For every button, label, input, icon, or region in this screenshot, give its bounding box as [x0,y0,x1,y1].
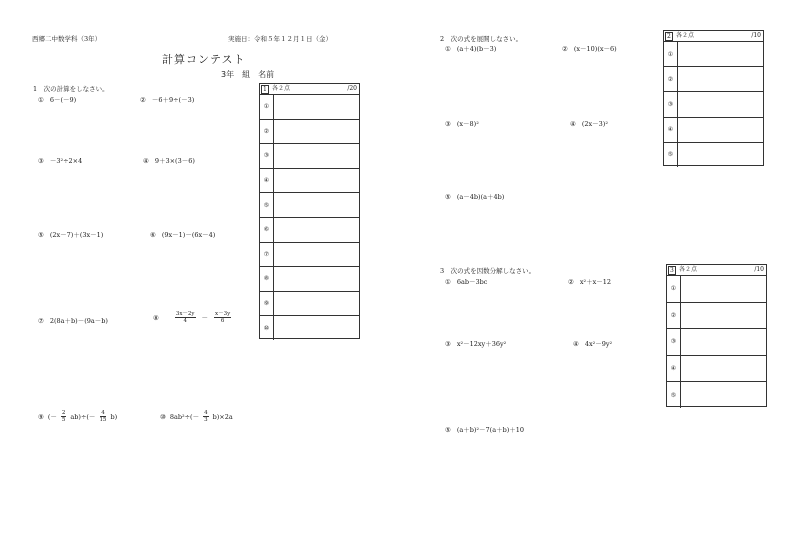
problem-number: ⑩ [160,412,166,421]
problem-expression: (2x－3)² [581,120,608,128]
problem-3-4 [573,339,612,348]
answer-grid-1 [259,83,360,339]
problem-1-7 [38,316,108,325]
answer-row-label: ⑩ [260,316,274,340]
fraction-numerator: 2 [61,410,66,416]
answer-grid-3 [666,264,767,407]
answer-row[interactable] [260,168,359,193]
expression-part: ab)÷(－ [70,413,96,421]
problem-expression: (a＋b)²－7(a＋b)＋10 [456,426,525,434]
max-score: /10 [754,266,764,273]
answer-row[interactable] [260,94,359,119]
answer-row-label: ③ [260,144,274,168]
max-score: /20 [347,85,357,92]
problem-number: ⑤ [445,192,451,201]
problem-2-3 [445,119,479,128]
answer-row-label: ⑦ [260,243,274,267]
section1-instruction: 1 次の計算をしなさい。 [33,85,109,93]
fraction-denominator: 5 [61,417,66,423]
fraction-numerator: 3x－2y [175,311,195,317]
problem-1-6 [150,230,215,239]
problem-number: ③ [38,156,44,165]
problem-number: ④ [573,339,579,348]
answer-row[interactable] [667,381,766,408]
problem-number: ⑧ [153,313,159,322]
page-title: 計算コンテスト [162,53,246,66]
answer-row-label: ⑤ [260,193,274,217]
answer-row-label: ② [664,67,678,91]
problem-expression: (a＋4)(b－3) [456,45,497,53]
answer-row-label: ⑤ [667,382,681,408]
answer-row[interactable] [260,119,359,144]
answer-row[interactable] [664,117,763,142]
section2-instruction: 2 次の式を展開しなさい。 [440,35,523,43]
problem-1-9 [38,410,117,423]
school-label: 西郷二中数学科（3年） [32,35,102,43]
problem-expression: (a－4b)(a＋4b) [456,193,505,201]
problem-3-5 [445,425,524,434]
fraction [61,410,67,423]
problem-expression: －6＋9÷(－3) [151,96,195,104]
problem-number: ④ [143,156,149,165]
problem-number: ⑤ [445,425,451,434]
section3-instruction: 3 次の式を因数分解しなさい。 [440,267,536,275]
problem-number: ④ [570,119,576,128]
fraction-numerator: 4 [101,410,105,416]
points-label: 各２点 [676,32,695,39]
answer-row[interactable] [664,41,763,66]
section-number: 2 [667,33,671,40]
fraction-denominator: 3 [204,417,208,423]
answer-row[interactable] [667,302,766,329]
problem-expression: 9＋3×(3－6) [154,157,195,165]
class-name-line: 3年 組 名前 [221,70,275,79]
answer-row-label: ① [667,276,681,302]
problem-1-3 [38,156,82,165]
operator: － [201,314,209,322]
problem-2-1 [445,44,496,53]
answer-row[interactable] [664,142,763,167]
answer-row[interactable] [260,143,359,168]
answer-row-label: ② [667,303,681,329]
fraction [214,311,231,324]
problem-number: ⑤ [38,230,44,239]
fraction [175,311,196,324]
max-score: /10 [751,32,761,39]
problem-expression: －3²÷2×4 [49,157,83,165]
problem-1-4 [143,156,195,165]
answer-row-label: ④ [664,118,678,142]
expression-part: 8ab²÷(－ [169,413,200,421]
problem-2-5 [445,192,504,201]
problem-expression: 4x²－9y² [584,340,613,348]
problem-expression: 6ab－3bc [456,278,488,286]
answer-row-label: ⑨ [260,292,274,316]
problem-expression: (9x－1)－(6x－4) [161,231,216,239]
problem-expression: (x－10)(x－6) [573,45,617,53]
problem-number: ② [140,95,146,104]
answer-row-label: ② [260,120,274,144]
answer-row[interactable] [664,91,763,116]
grid-header [260,84,359,94]
answer-row-label: ⑤ [664,143,678,167]
answer-row[interactable] [260,291,359,316]
answer-row[interactable] [260,266,359,291]
expression-part: (－ [47,413,57,421]
answer-row[interactable] [664,66,763,91]
answer-row[interactable] [667,355,766,382]
answer-grid-2 [663,30,764,166]
problem-expression: (2x－7)＋(3x－1) [49,231,104,239]
grid-header [667,265,766,275]
problem-number: ③ [445,339,451,348]
answer-row-label: ④ [667,356,681,382]
problem-expression: (x－8)² [456,120,479,128]
problem-number: ① [445,277,451,286]
problem-2-4 [570,119,608,128]
problem-number: ② [568,277,574,286]
problem-1-8 [153,311,231,324]
fraction [99,410,106,423]
problem-3-1 [445,277,487,286]
answer-row[interactable] [260,242,359,267]
problem-3-3 [445,339,506,348]
answer-row-label: ③ [664,92,678,116]
problem-2-2 [562,44,617,53]
expression-part: b) [110,412,118,421]
exam-date: 実施日：令和５年１２月１日（金） [228,35,332,43]
problem-number: ⑥ [150,230,156,239]
problem-number: ② [562,44,568,53]
problem-expression: 6－(－9) [49,96,77,104]
answer-row[interactable] [260,315,359,340]
problem-number: ① [38,95,44,104]
fraction-numerator: x－3y [215,311,231,317]
expression-part: b)×2a [212,412,233,421]
answer-row[interactable] [667,328,766,355]
fraction-denominator: 6 [220,318,225,324]
fraction-denominator: 4 [183,318,187,324]
answer-row-label: ③ [667,329,681,355]
problem-number: ① [445,44,451,53]
section-number: 3 [670,267,674,274]
problem-expression: x²＋x－12 [579,278,612,286]
answer-row-label: ⑧ [260,267,274,291]
answer-row[interactable] [260,217,359,242]
problem-number: ③ [445,119,451,128]
problem-expression: 2(8a＋b)－(9a－b) [49,317,108,325]
problem-number: ⑦ [38,316,44,325]
problem-1-2 [140,95,194,104]
answer-row[interactable] [260,192,359,217]
fraction [203,410,209,423]
problem-3-2 [568,277,611,286]
problem-expression: x²－12xy＋36y² [456,340,507,348]
problem-1-5 [38,230,103,239]
grid-header [664,31,763,41]
section-number: 1 [263,86,267,93]
points-label: 各２点 [272,85,291,92]
fraction-numerator: 4 [204,410,208,416]
answer-row-label: ⑥ [260,218,274,242]
answer-row-label: ① [664,42,678,66]
fraction-denominator: 15 [99,417,107,423]
answer-row-label: ④ [260,169,274,193]
answer-row[interactable] [667,275,766,302]
points-label: 各２点 [679,266,698,273]
problem-number: ⑨ [38,412,44,421]
problem-1-10 [160,410,233,423]
problem-1-1 [38,95,76,104]
answer-row-label: ① [260,95,274,119]
